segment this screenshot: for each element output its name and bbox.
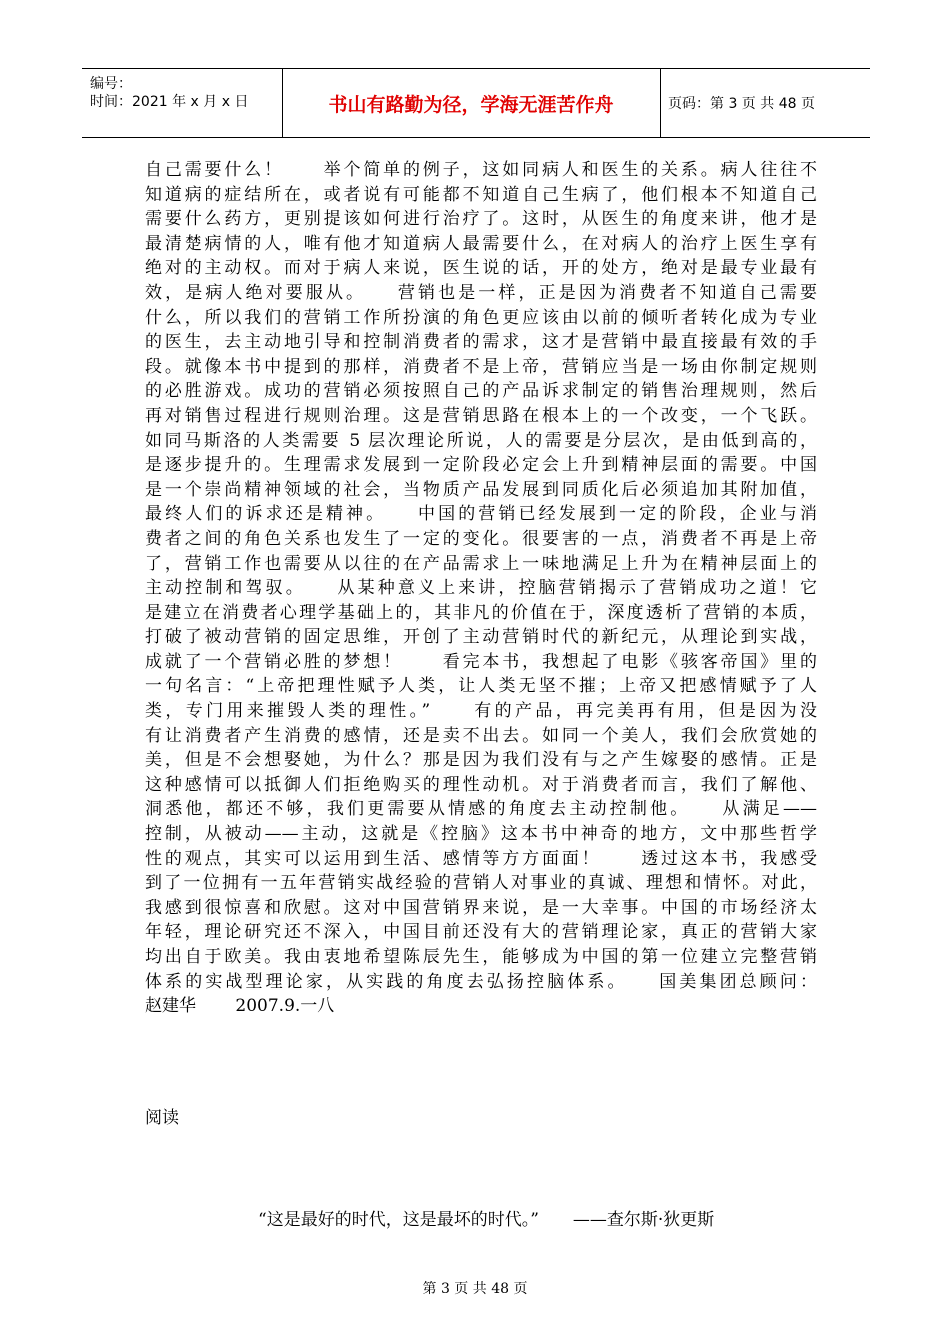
- body-text: [145, 158, 817, 1019]
- body-line: 洞悉他，都还不够，我们更需要从情感的角度去主动控制他。 从满足——: [145, 799, 817, 820]
- body-line: 一句名言：“上帝把理性赋予人类，让人类无坚不摧；上帝又把感情赋予了人: [145, 676, 817, 697]
- body-line: 类，专门用来摧毁人类的理性。” 有的产品，再完美再有用，但是因为没: [145, 701, 817, 722]
- body-line: 的必胜游戏。成功的营销必须按照自己的产品诉求制定的销售治理规则，然后: [145, 381, 817, 402]
- body-line: 控制，从被动——主动，这就是《控脑》这本书中神奇的地方，文中那些哲学: [145, 824, 817, 845]
- body-line: 打破了被动营销的固定思维，开创了主动营销时代的新纪元，从理论到实战，: [145, 627, 817, 648]
- body-line: 再对销售过程进行规则治理。这是营销思路在根本上的一个改变，一个飞跃。: [145, 405, 817, 426]
- body-line: 费者之间的角色关系也发生了一定的变化。很要害的一点，消费者不再是上帝: [145, 528, 817, 549]
- body-line: 效，是病人绝对要服从。 营销也是一样，正是因为消费者不知道自己需要: [145, 282, 817, 303]
- body-line: 绝对的主动权。而对于病人来说，医生说的话，开的处方，绝对是最专业最有: [145, 258, 817, 279]
- document-date-label: 时间：2021 年 x 月 x 日: [90, 94, 249, 110]
- body-line: 这种感情可以抵御人们拒绝购买的理性动机。对于消费者而言，我们了解他、: [145, 774, 817, 795]
- body-line: 美，但是不会想娶她，为什么？那是因为我们没有与之产生嫁娶的感情。正是: [145, 750, 817, 771]
- body-line: 自己需要什么！ 举个简单的例子，这如同病人和医生的关系。病人往往不: [145, 160, 817, 180]
- body-line: 什么，所以我们的营销工作所扮演的角色更应该由以前的倾听者转化成为专业: [145, 307, 817, 328]
- body-line: 到了一位拥有一五年营销实战经验的营销人对事业的真诚、理想和情怀。对此，: [145, 873, 817, 894]
- body-line: 的医生，去主动地引导和控制消费者的需求，这才是营销中最直接最有效的手: [145, 332, 817, 353]
- body-line: 主动控制和驾驭。 从某种意义上来讲，控脑营销揭示了营销成功之道！它: [145, 578, 817, 599]
- body-line: 是逐步提升的。生理需求发展到一定阶段必定会上升到精神层面的需要。中国: [145, 455, 817, 476]
- body-line: 如同马斯洛的人类需要 5 层次理论所说，人的需要是分层次，是由低到高的，: [145, 430, 817, 451]
- body-line: 需要什么药方，更别提该如何进行治疗了。这时，从医生的角度来讲，他才是: [145, 209, 817, 230]
- page-header: [82, 68, 870, 138]
- body-line: 均出自于欧美。我由衷地希望陈辰先生，能够成为中国的第一位建立完整营销: [145, 947, 817, 967]
- header-meta: [82, 69, 283, 137]
- header-page-info: 页码：第 3 页 共 48 页: [668, 96, 815, 112]
- document-number-label: 编号：: [90, 76, 132, 92]
- body-line: 我感到很惊喜和欣慰。这对中国营销界来说，是一大幸事。中国的市场经济太: [145, 897, 817, 918]
- body-line: 是建立在消费者心理学基础上的，其非凡的价值在于，深度透析了营销的本质，: [145, 602, 817, 623]
- body-line: 年轻，理论研究还不深入，中国目前还没有大的营销理论家，真正的营销大家: [145, 922, 817, 943]
- body-line: 是一个崇尚精神领域的社会，当物质产品发展到同质化后必须追加其附加值，: [145, 479, 817, 500]
- closing-quote: “这是最好的时代，这是最坏的时代。” ——查尔斯·狄更斯: [258, 1210, 715, 1230]
- body-line: 段。就像本书中提到的那样，消费者不是上帝，营销应当是一场由你制定规则: [145, 356, 817, 377]
- body-line: 成就了一个营销必胜的梦想！ 看完本书，我想起了电影《骇客帝国》里的: [145, 651, 817, 672]
- body-line: 了，营销工作也需要从以往的在产品需求上一味地满足上升为在精神层面上的: [145, 553, 817, 574]
- body-line: 性的观点，其实可以运用到生活、感情等方方面面！ 透过这本书，我感受: [145, 848, 817, 869]
- section-title: 阅读: [145, 1108, 179, 1128]
- body-line: 有让消费者产生消费的感情，还是卖不出去。如同一个美人，我们会欣赏她的: [145, 725, 817, 746]
- body-line: 最终人们的诉求还是精神。 中国的营销已经发展到一定的阶段，企业与消: [145, 504, 817, 525]
- body-line: 体系的实战型理论家，从实践的角度去弘扬控脑体系。 国美集团总顾问：: [145, 971, 817, 992]
- header-motto: 书山有路勤为径，学海无涯苦作舟: [282, 69, 661, 137]
- body-line: 赵建华 2007.9.一八: [145, 996, 335, 1017]
- page-footer: 第 3 页 共 48 页: [422, 1281, 528, 1297]
- body-line: 知道病的症结所在，或者说有可能都不知道自己生病了，他们根本不知道自己: [145, 184, 817, 205]
- body-line: 最清楚病情的人，唯有他才知道病人最需要什么，在对病人的治疗上医生享有: [145, 233, 817, 254]
